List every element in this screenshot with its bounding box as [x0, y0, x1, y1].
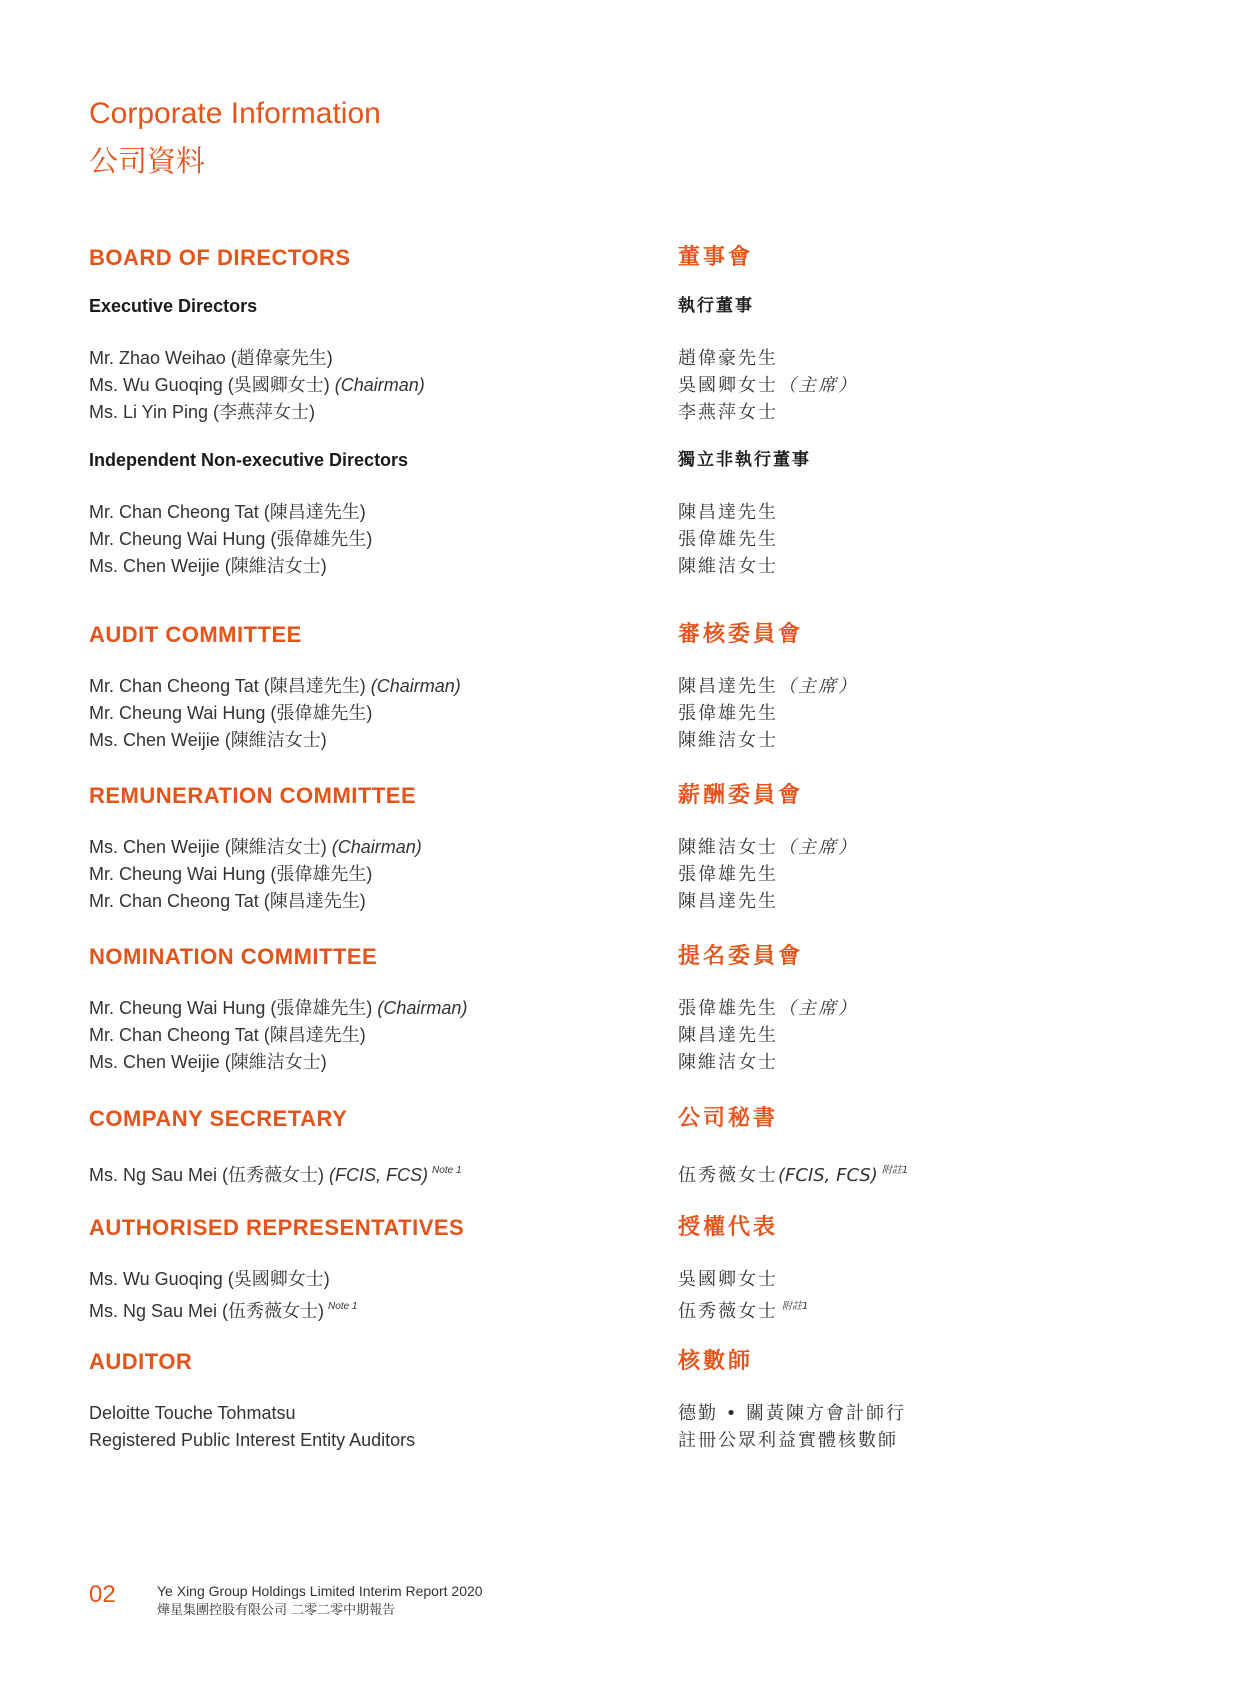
member-name: Ms. Chen Weijie (陳維洁女士)	[89, 730, 327, 750]
member-name: Mr. Chan Cheong Tat (陳昌達先生)	[89, 676, 366, 696]
list-item	[678, 526, 1198, 553]
list-item	[678, 345, 1198, 372]
section-heading: BOARD OF DIRECTORS	[89, 245, 351, 270]
footnote-marker: 附註1	[881, 1165, 909, 1176]
member-name: Mr. Chan Cheong Tat (陳昌達先生)	[89, 502, 366, 522]
member-role: （主席）	[778, 837, 858, 858]
section-heading: AUTHORISED REPRESENTATIVES	[89, 1215, 465, 1240]
nomination-chinese-column	[678, 943, 1198, 1076]
auditor-lines-chinese	[678, 1400, 1198, 1454]
list-item	[678, 1157, 1198, 1184]
authorised-english-column	[89, 1214, 649, 1320]
member-name: Ms. Ng Sau Mei (伍秀薇女士)	[89, 1165, 325, 1185]
list-item	[89, 1293, 649, 1320]
member-list	[89, 1266, 649, 1320]
member-name: 趙偉豪先生	[678, 348, 778, 369]
member-role: （主席）	[778, 375, 858, 396]
list-item	[89, 995, 649, 1022]
member-name: 李燕萍女士	[678, 402, 778, 423]
member-list	[89, 673, 649, 754]
list-item	[89, 673, 649, 700]
list-item	[678, 499, 1198, 526]
member-name: 陳維洁女士	[678, 837, 778, 858]
member-name: 陳維洁女士	[678, 730, 778, 751]
member-name: 陳昌達先生	[678, 891, 778, 912]
section-heading-chinese: 公司秘書	[678, 1106, 779, 1131]
member-role: （主席）	[778, 998, 858, 1019]
member-name: 伍秀薇女士	[678, 1165, 778, 1186]
report-title	[157, 1582, 483, 1620]
section-heading: COMPANY SECRETARY	[89, 1106, 348, 1131]
member-name: Mr. Cheung Wai Hung (張偉雄先生)	[89, 529, 373, 549]
member-name: Mr. Cheung Wai Hung (張偉雄先生)	[89, 703, 373, 723]
list-item	[89, 399, 649, 426]
list-item	[89, 499, 649, 526]
nomination-english-column	[89, 943, 649, 1076]
report-title-english: Ye Xing Group Holdings Limited Interim Report 2020	[157, 1583, 483, 1599]
list-item	[678, 372, 1198, 399]
subsection-heading-chinese: 執行董事	[678, 296, 754, 316]
secretary-english-column	[89, 1105, 649, 1184]
page-title-chinese: 公司資料	[89, 144, 206, 178]
section-heading: AUDIT COMMITTEE	[89, 622, 302, 647]
member-name: Ms. Wu Guoqing (吳國卿女士)	[89, 1269, 330, 1289]
report-title-chinese: 燁星集團控股有限公司 二零二零中期報告	[157, 1603, 396, 1618]
member-name: 伍秀薇女士	[678, 1301, 778, 1322]
member-name: 陳維洁女士	[678, 1052, 778, 1073]
list-item	[89, 700, 649, 727]
list-item	[89, 553, 649, 580]
authorised-chinese-column	[678, 1214, 1198, 1320]
list-item	[89, 1157, 649, 1184]
member-name: Mr. Cheung Wai Hung (張偉雄先生)	[89, 998, 373, 1018]
list-item	[678, 399, 1198, 426]
list-item	[678, 700, 1198, 727]
remuneration-english-column	[89, 782, 649, 915]
list-item	[678, 1022, 1198, 1049]
list-item	[678, 727, 1198, 754]
list-item	[89, 727, 649, 754]
footnote-marker: Note 1	[432, 1165, 462, 1176]
section-heading: REMUNERATION COMMITTEE	[89, 783, 417, 808]
member-name: 吳國卿女士	[678, 375, 778, 396]
member-name: 陳昌達先生	[678, 1025, 778, 1046]
list-item: 德勤 • 關黃陳方會計師行	[678, 1403, 907, 1424]
member-list-chinese	[678, 345, 1198, 426]
footnote-marker: 附註1	[782, 1301, 809, 1312]
member-name: 張偉雄先生	[678, 529, 778, 550]
member-name: Mr. Zhao Weihao (趙偉豪先生)	[89, 348, 333, 368]
auditor-lines	[89, 1400, 649, 1454]
member-name: Mr. Chan Cheong Tat (陳昌達先生)	[89, 1025, 366, 1045]
list-item	[89, 345, 649, 372]
member-list	[89, 834, 649, 915]
member-role: (Chairman)	[334, 375, 425, 395]
list-item	[678, 888, 1198, 915]
member-list-chinese	[678, 995, 1198, 1076]
member-name: 張偉雄先生	[678, 998, 778, 1019]
list-item	[89, 834, 649, 861]
list-item: Registered Public Interest Entity Auditors	[89, 1430, 416, 1450]
member-list	[89, 345, 649, 426]
member-role: (Chairman)	[377, 998, 468, 1018]
audit-chinese-column	[678, 621, 1198, 754]
board-english-column	[89, 244, 649, 580]
list-item	[89, 861, 649, 888]
member-role: (Chairman)	[331, 837, 422, 857]
list-item	[89, 1022, 649, 1049]
section-heading-chinese: 提名委員會	[678, 944, 804, 969]
footnote-marker: Note 1	[328, 1301, 358, 1312]
member-name: Ms. Chen Weijie (陳維洁女士)	[89, 556, 327, 576]
section-heading: NOMINATION COMMITTEE	[89, 944, 378, 969]
list-item	[89, 888, 649, 915]
audit-english-column	[89, 621, 649, 754]
list-item	[89, 1266, 649, 1293]
subsection-heading: Independent Non-executive Directors	[89, 450, 409, 470]
section-heading-chinese: 審核委員會	[678, 622, 804, 647]
member-name: 張偉雄先生	[678, 864, 778, 885]
member-name: 陳昌達先生	[678, 502, 778, 523]
section-heading-chinese: 授權代表	[678, 1215, 779, 1240]
member-qualification: (FCIS, FCS)	[778, 1165, 878, 1186]
list-item	[89, 526, 649, 553]
remuneration-chinese-column	[678, 782, 1198, 915]
list-item	[678, 1293, 1198, 1320]
member-list-chinese	[678, 834, 1198, 915]
list-item	[678, 834, 1198, 861]
member-name: 張偉雄先生	[678, 703, 778, 724]
list-item: 註冊公眾利益實體核數師	[678, 1430, 898, 1451]
page-title: Corporate Information	[89, 97, 381, 130]
member-list-chinese	[678, 1157, 1198, 1184]
list-item	[678, 1266, 1198, 1293]
member-list-chinese	[678, 499, 1198, 580]
member-qualification: (FCIS, FCS)	[329, 1165, 429, 1185]
member-name: Ms. Li Yin Ping (李燕萍女士)	[89, 402, 316, 422]
list-item	[678, 861, 1198, 888]
list-item	[678, 673, 1198, 700]
page-footer	[89, 1580, 989, 1630]
member-role: （主席）	[778, 676, 858, 697]
list-item	[678, 1049, 1198, 1076]
member-name: Mr. Chan Cheong Tat (陳昌達先生)	[89, 891, 366, 911]
member-role: (Chairman)	[370, 676, 461, 696]
section-heading-chinese: 薪酬委員會	[678, 783, 804, 808]
member-name: Ms. Chen Weijie (陳維洁女士)	[89, 837, 327, 857]
member-name: 陳昌達先生	[678, 676, 778, 697]
member-name: 吳國卿女士	[678, 1269, 778, 1290]
member-name: Ms. Wu Guoqing (吳國卿女士)	[89, 375, 330, 395]
section-heading-chinese: 核數師	[678, 1349, 754, 1374]
secretary-chinese-column	[678, 1105, 1198, 1184]
list-item	[678, 553, 1198, 580]
member-name: Ms. Ng Sau Mei (伍秀薇女士)	[89, 1301, 325, 1321]
list-item: Deloitte Touche Tohmatsu	[89, 1403, 296, 1423]
subsection-heading: Executive Directors	[89, 296, 258, 316]
member-list	[89, 499, 649, 580]
section-heading-chinese: 董事會	[678, 245, 754, 270]
auditor-chinese-column	[678, 1348, 1198, 1454]
section-heading: AUDITOR	[89, 1349, 193, 1374]
member-list	[89, 1157, 649, 1184]
list-item	[89, 372, 649, 399]
member-name: 陳維洁女士	[678, 556, 778, 577]
board-chinese-column	[678, 244, 1198, 580]
member-list	[89, 995, 649, 1076]
member-list-chinese	[678, 673, 1198, 754]
subsection-heading-chinese: 獨立非執行董事	[678, 450, 811, 470]
member-name: Mr. Cheung Wai Hung (張偉雄先生)	[89, 864, 373, 884]
list-item	[89, 1049, 649, 1076]
member-name: Ms. Chen Weijie (陳維洁女士)	[89, 1052, 327, 1072]
list-item	[678, 995, 1198, 1022]
auditor-english-column	[89, 1348, 649, 1454]
member-list-chinese	[678, 1266, 1198, 1320]
page-number: 02	[89, 1581, 116, 1608]
